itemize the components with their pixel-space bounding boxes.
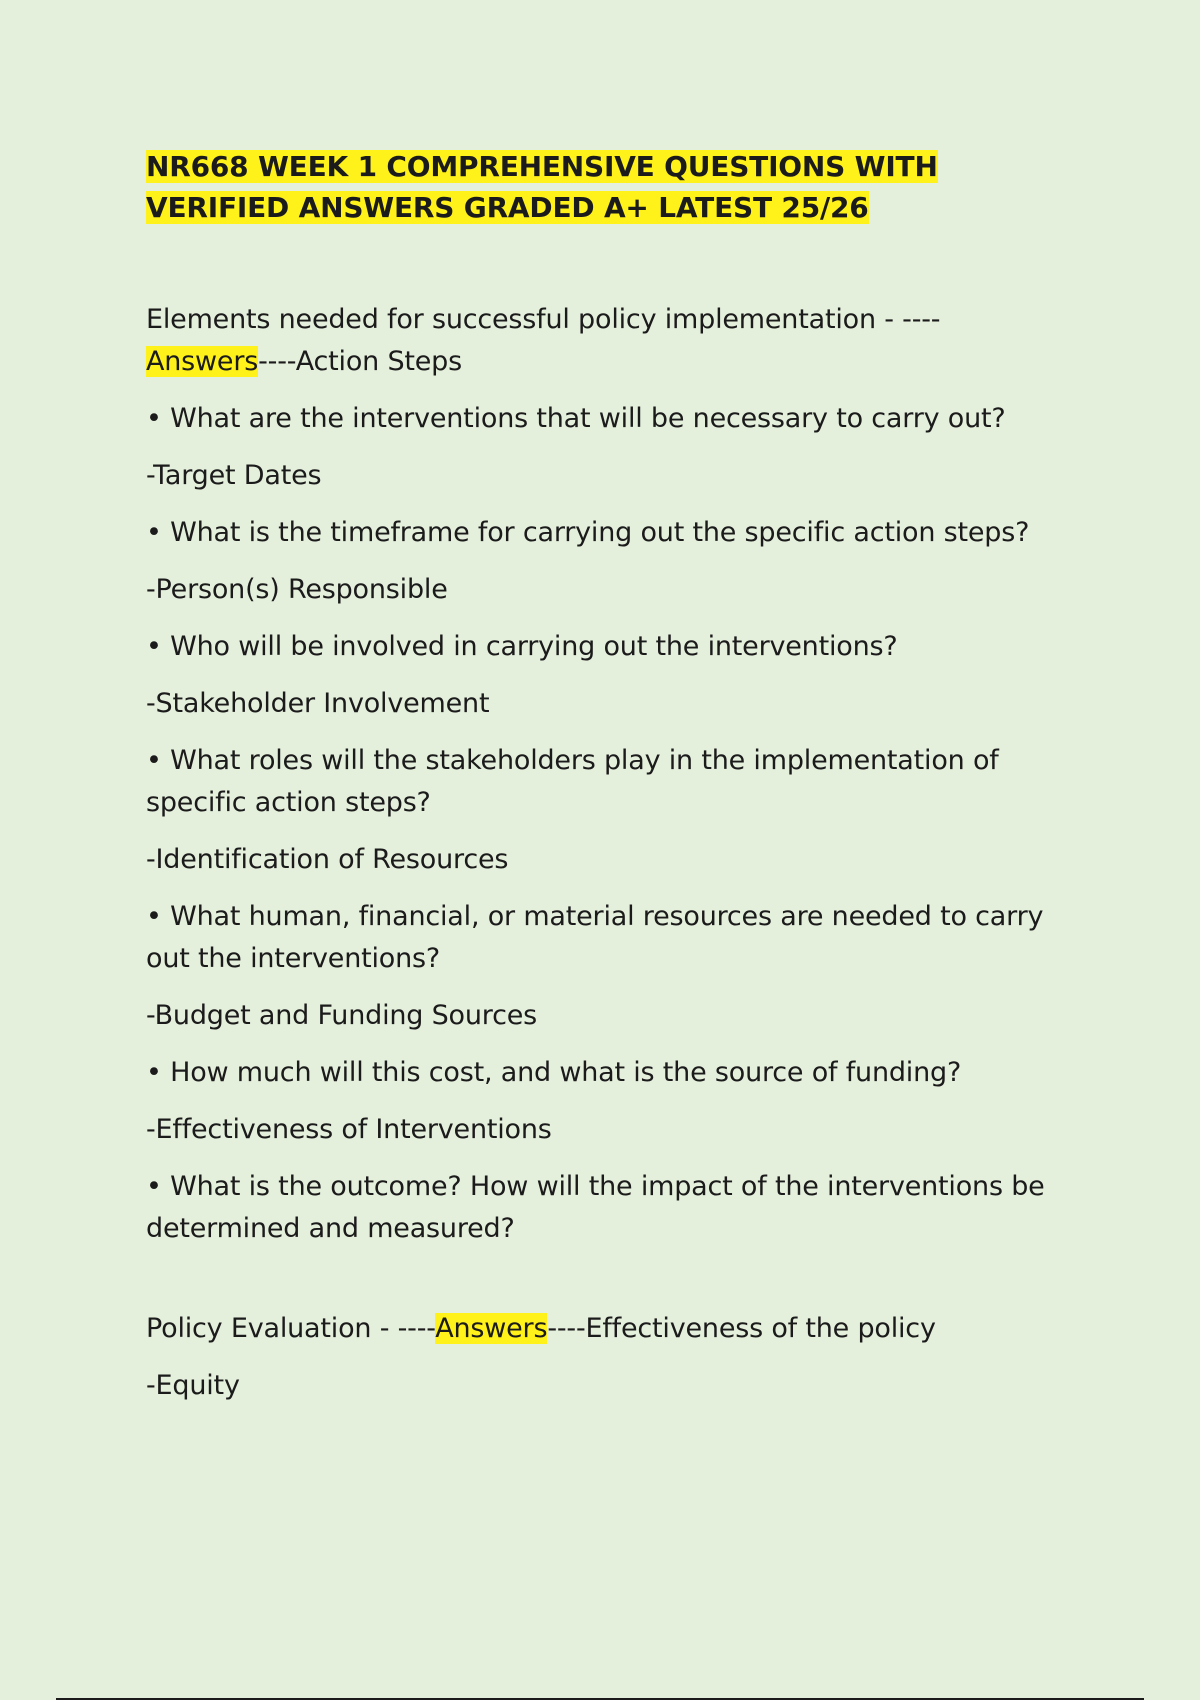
answer-line: -Budget and Funding Sources xyxy=(146,1000,538,1031)
question-block-1 xyxy=(146,299,1076,1250)
question-heading xyxy=(146,299,1076,383)
answer-lead: ----Action Steps xyxy=(258,346,462,377)
answer-line: • How much will this cost, and what is the source of funding? xyxy=(146,1057,962,1088)
answer-line: -Identification of Resources xyxy=(146,844,509,875)
answer-line: -Equity xyxy=(146,1370,240,1401)
question-text: Policy Evaluation - ---- xyxy=(146,1313,436,1344)
question-text: Elements needed for successful policy implementation - ---- xyxy=(146,304,941,335)
question-block-2 xyxy=(146,1308,1076,1407)
answer-line: -Effectiveness of Interventions xyxy=(146,1114,552,1145)
answer-line: • Who will be involved in carrying out the interventions? xyxy=(146,631,898,662)
answer-marker: Answers xyxy=(146,346,259,377)
question-heading xyxy=(146,1308,1076,1350)
answer-line: • What human, financial, or material resources are needed to carry out the interventions? xyxy=(146,901,1044,974)
answer-line: • What is the outcome? How will the impact of the interventions be determined and measured? xyxy=(146,1171,1045,1244)
document-title xyxy=(146,146,1076,228)
document-page xyxy=(146,146,1076,1422)
answer-line: • What roles will the stakeholders play in the implementation of specific action steps? xyxy=(146,745,999,818)
answer-line: -Person(s) Responsible xyxy=(146,574,448,605)
title-highlight: NR668 WEEK 1 COMPREHENSIVE QUESTIONS WITH VERIFIED ANSWERS GRADED A+ LATEST 25/26 xyxy=(146,150,938,224)
answer-line: • What are the interventions that will be necessary to carry out? xyxy=(146,403,1006,434)
answer-lead: ----Effectiveness of the policy xyxy=(547,1313,936,1344)
answer-line: -Target Dates xyxy=(146,460,322,491)
answer-line: • What is the timeframe for carrying out the specific action steps? xyxy=(146,517,1030,548)
answer-marker: Answers xyxy=(435,1313,548,1344)
answer-line: -Stakeholder Involvement xyxy=(146,688,490,719)
